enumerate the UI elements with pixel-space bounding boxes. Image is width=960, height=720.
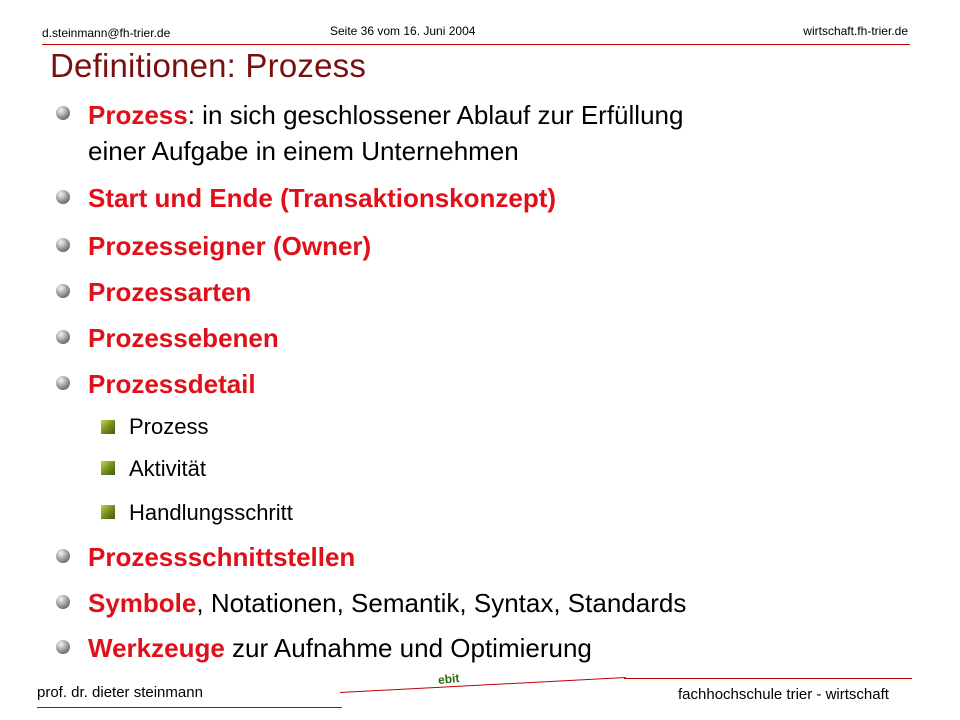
bullet-term: Werkzeuge [88, 633, 225, 663]
page-title: Definitionen: Prozess [50, 47, 367, 84]
sub-bullet-icon [101, 420, 115, 434]
header-website: wirtschaft.fh-trier.de [803, 24, 908, 38]
bullet-item-prozessebenen [88, 320, 868, 356]
bullet-term: Prozessschnittstellen [88, 542, 356, 572]
bullet-icon [56, 595, 70, 609]
bullet-term: Prozess [88, 100, 188, 130]
bullet-icon [56, 640, 70, 654]
bullet-icon [56, 106, 70, 120]
footer-divider-diagonal [340, 677, 626, 693]
bullet-icon [56, 330, 70, 344]
footer-divider-left [37, 707, 342, 708]
bullet-text: : in sich geschlossener Ablauf zur Erfüllung [187, 100, 684, 130]
bullet-term: Prozessdetail [88, 369, 256, 399]
header-email: d.steinmann@fh-trier.de [42, 26, 171, 40]
bullet-item-prozessschnittstellen [88, 539, 868, 575]
bullet-item-symbole [88, 585, 868, 621]
footer-divider-right [624, 678, 912, 679]
bullet-item-prozessarten [88, 274, 868, 310]
header-page-info: Seite 36 vom 16. Juni 2004 [330, 24, 476, 38]
bullet-term: Start und Ende (Transaktionskonzept) [88, 183, 557, 213]
bullet-text: zur Aufnahme und Optimierung [224, 633, 592, 663]
header-divider [42, 44, 910, 45]
bullet-term: Prozesseigner (Owner) [88, 231, 372, 261]
bullet-text-continued: einer Aufgabe in einem Unternehmen [88, 136, 519, 166]
sub-item-prozess: Prozess [129, 414, 209, 439]
footer-author: prof. dr. dieter steinmann [37, 684, 203, 701]
bullet-icon [56, 376, 70, 390]
footer-institution: fachhochschule trier - wirtschaft [678, 686, 889, 703]
sub-item-handlungsschritt: Handlungsschritt [129, 500, 293, 525]
bullet-text: , Notationen, Semantik, Syntax, Standards [196, 588, 687, 618]
bullet-icon [56, 284, 70, 298]
bullet-item-prozess [88, 97, 868, 169]
bullet-term: Prozessarten [88, 277, 252, 307]
bullet-item-werkzeuge [88, 630, 868, 666]
bullet-icon [56, 190, 70, 204]
bullet-item-start-ende [88, 180, 868, 216]
footer-logo: ebit [437, 670, 461, 688]
bullet-item-prozessdetail [88, 366, 868, 402]
bullet-item-prozesseigner [88, 228, 868, 264]
sub-bullet-icon [101, 461, 115, 475]
bullet-icon [56, 238, 70, 252]
sub-item-aktivitaet: Aktivität [129, 456, 207, 481]
bullet-term: Prozessebenen [88, 323, 279, 353]
bullet-icon [56, 549, 70, 563]
bullet-term: Symbole [88, 588, 197, 618]
sub-bullet-icon [101, 505, 115, 519]
